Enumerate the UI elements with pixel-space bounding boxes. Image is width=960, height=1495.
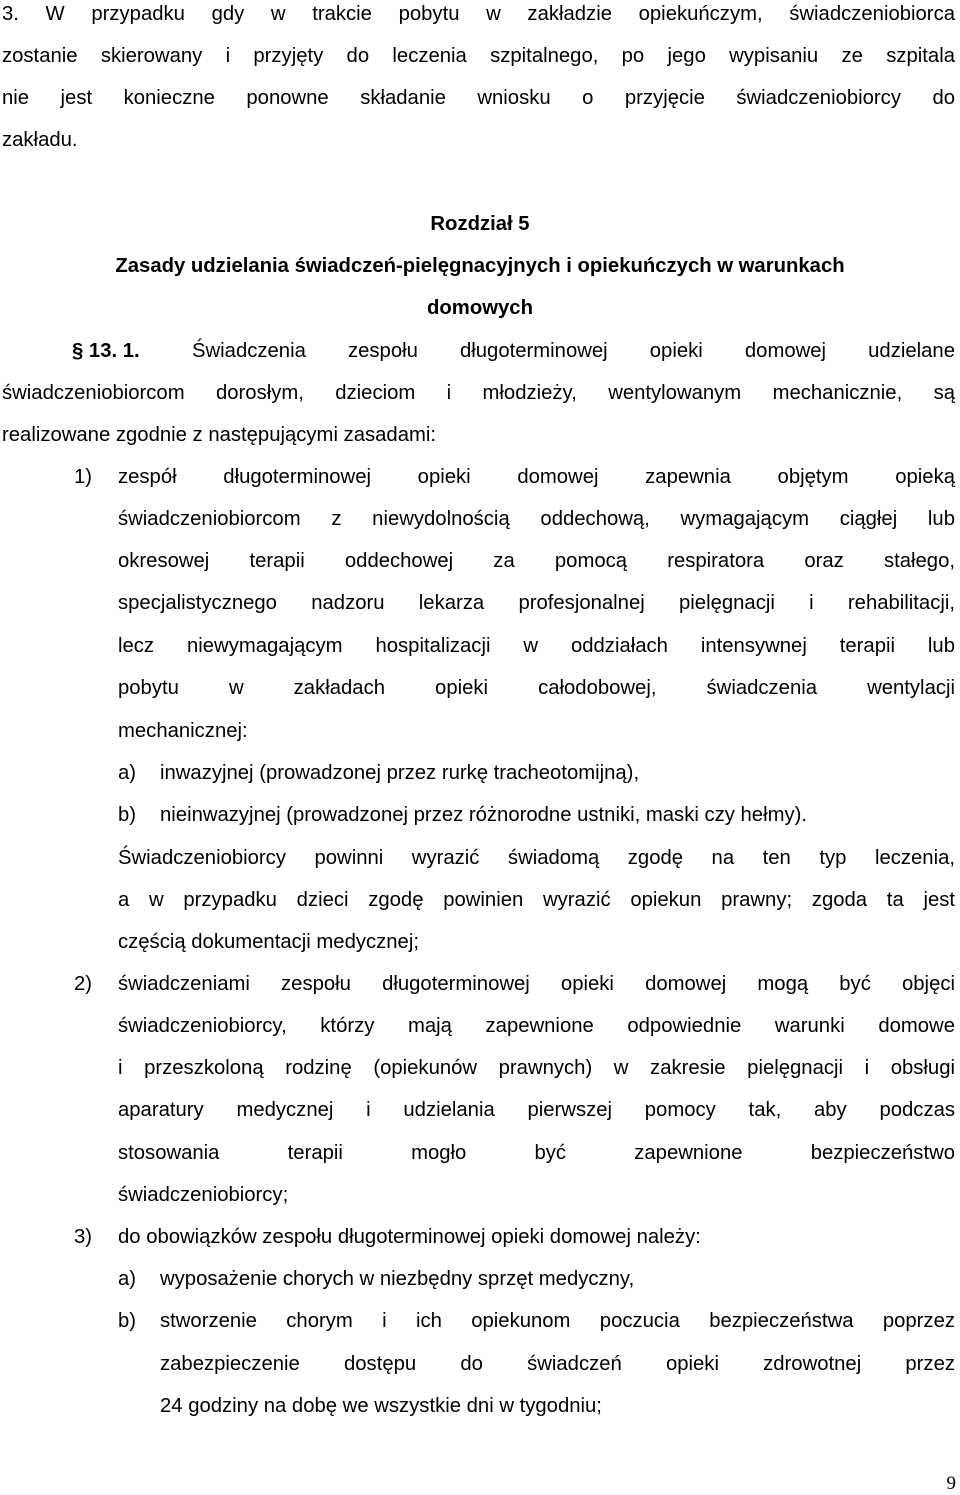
item1-line: mechanicznej: xyxy=(118,720,248,742)
item1-consent-line: a w przypadku dzieci zgodę powinien wyrazić opiekun prawny; zgoda ta jest xyxy=(118,889,955,911)
item3-sub-b-label: b) xyxy=(118,1310,137,1332)
item1-line: okresowej terapii oddechowej za pomocą respiratora oraz stałego, xyxy=(118,550,955,572)
item3-number: 3) xyxy=(74,1226,93,1248)
item1-sub-b-label: b) xyxy=(118,804,137,826)
item1-line: pobytu w zakładach opieki całodobowej, świadczenia wentylacji xyxy=(118,677,955,699)
item1-line: lecz niewymagającym hospitalizacji w oddziałach intensywnej terapii lub xyxy=(118,635,955,657)
section13-line: świadczeniobiorcom dorosłym, dzieciom i młodzieży, wentylowanym mechanicznie, są xyxy=(2,382,955,404)
item1-number: 1) xyxy=(74,466,93,488)
item3-sub-a-label: a) xyxy=(118,1268,137,1290)
section-label: § 13. 1. xyxy=(72,340,140,362)
section13-line: realizowane zgodnie z następującymi zasadami: xyxy=(2,424,437,446)
section13-line: Świadczenia zespołu długoterminowej opieki domowej udzielane xyxy=(192,340,955,362)
page-number: 9 xyxy=(946,1473,956,1494)
item1-line: zespół długoterminowej opieki domowej zapewnia objętym opieką xyxy=(118,466,955,488)
item1-line: świadczeniobiorcom z niewydolnością oddechową, wymagającym ciągłej lub xyxy=(118,508,955,530)
chapter-number: Rozdział 5 xyxy=(430,213,530,235)
item2-line: aparatury medycznej i udzielania pierwszej pomocy tak, aby podczas xyxy=(118,1099,955,1121)
item3-sub-b-line: 24 godziny na dobę we wszystkie dni w tygodniu; xyxy=(160,1395,602,1417)
item2-line: świadczeniobiorcy, którzy mają zapewnione odpowiednie warunki domowe xyxy=(118,1015,955,1037)
para3-line: nie jest konieczne ponowne składanie wniosku o przyjęcie świadczeniobiorcy do xyxy=(2,87,955,109)
item3-sub-b-line: stworzenie chorym i ich opiekunom poczucia bezpieczeństwa poprzez xyxy=(160,1310,955,1332)
para3-line: zakładu. xyxy=(2,129,78,151)
item2-number: 2) xyxy=(74,973,93,995)
item2-line: i przeszkoloną rodzinę (opiekunów prawnych) w zakresie pielęgnacji i obsługi xyxy=(118,1057,955,1079)
chapter-title-cont: domowych xyxy=(427,297,533,319)
item1-sub-a-label: a) xyxy=(118,762,137,784)
item1-sub-b: nieinwazyjnej (prowadzonej przez różnorodne ustniki, maski czy hełmy). xyxy=(160,804,808,826)
item1-consent-line: częścią dokumentacji medycznej; xyxy=(118,931,419,953)
item3-sub-b-line: zabezpieczenie dostępu do świadczeń opieki zdrowotnej przez xyxy=(160,1353,955,1375)
item3-sub-a: wyposażenie chorych w niezbędny sprzęt medyczny, xyxy=(160,1268,635,1290)
para3-line: zostanie skierowany i przyjęty do leczenia szpitalnego, po jego wypisaniu ze szpitala xyxy=(2,45,955,67)
item1-sub-a: inwazyjnej (prowadzonej przez rurkę tracheotomijną), xyxy=(160,762,640,784)
item1-line: specjalistycznego nadzoru lekarza profesjonalnej pielęgnacji i rehabilitacji, xyxy=(118,592,955,614)
item2-line: stosowania terapii mogło być zapewnione bezpieczeństwo xyxy=(118,1142,955,1164)
item3-line: do obowiązków zespołu długoterminowej opieki domowej należy: xyxy=(118,1226,701,1248)
para3-line: 3. W przypadku gdy w trakcie pobytu w zakładzie opiekuńczym, świadczeniobiorca xyxy=(2,3,955,25)
item2-line: świadczeniami zespołu długoterminowej opieki domowej mogą być objęci xyxy=(118,973,955,995)
item2-line: świadczeniobiorcy; xyxy=(118,1184,289,1206)
item1-consent-line: Świadczeniobiorcy powinni wyrazić świadomą zgodę na ten typ leczenia, xyxy=(118,847,955,869)
chapter-title: Zasady udzielania świadczeń-pielęgnacyjnych i opiekuńczych w warunkach xyxy=(115,255,845,277)
